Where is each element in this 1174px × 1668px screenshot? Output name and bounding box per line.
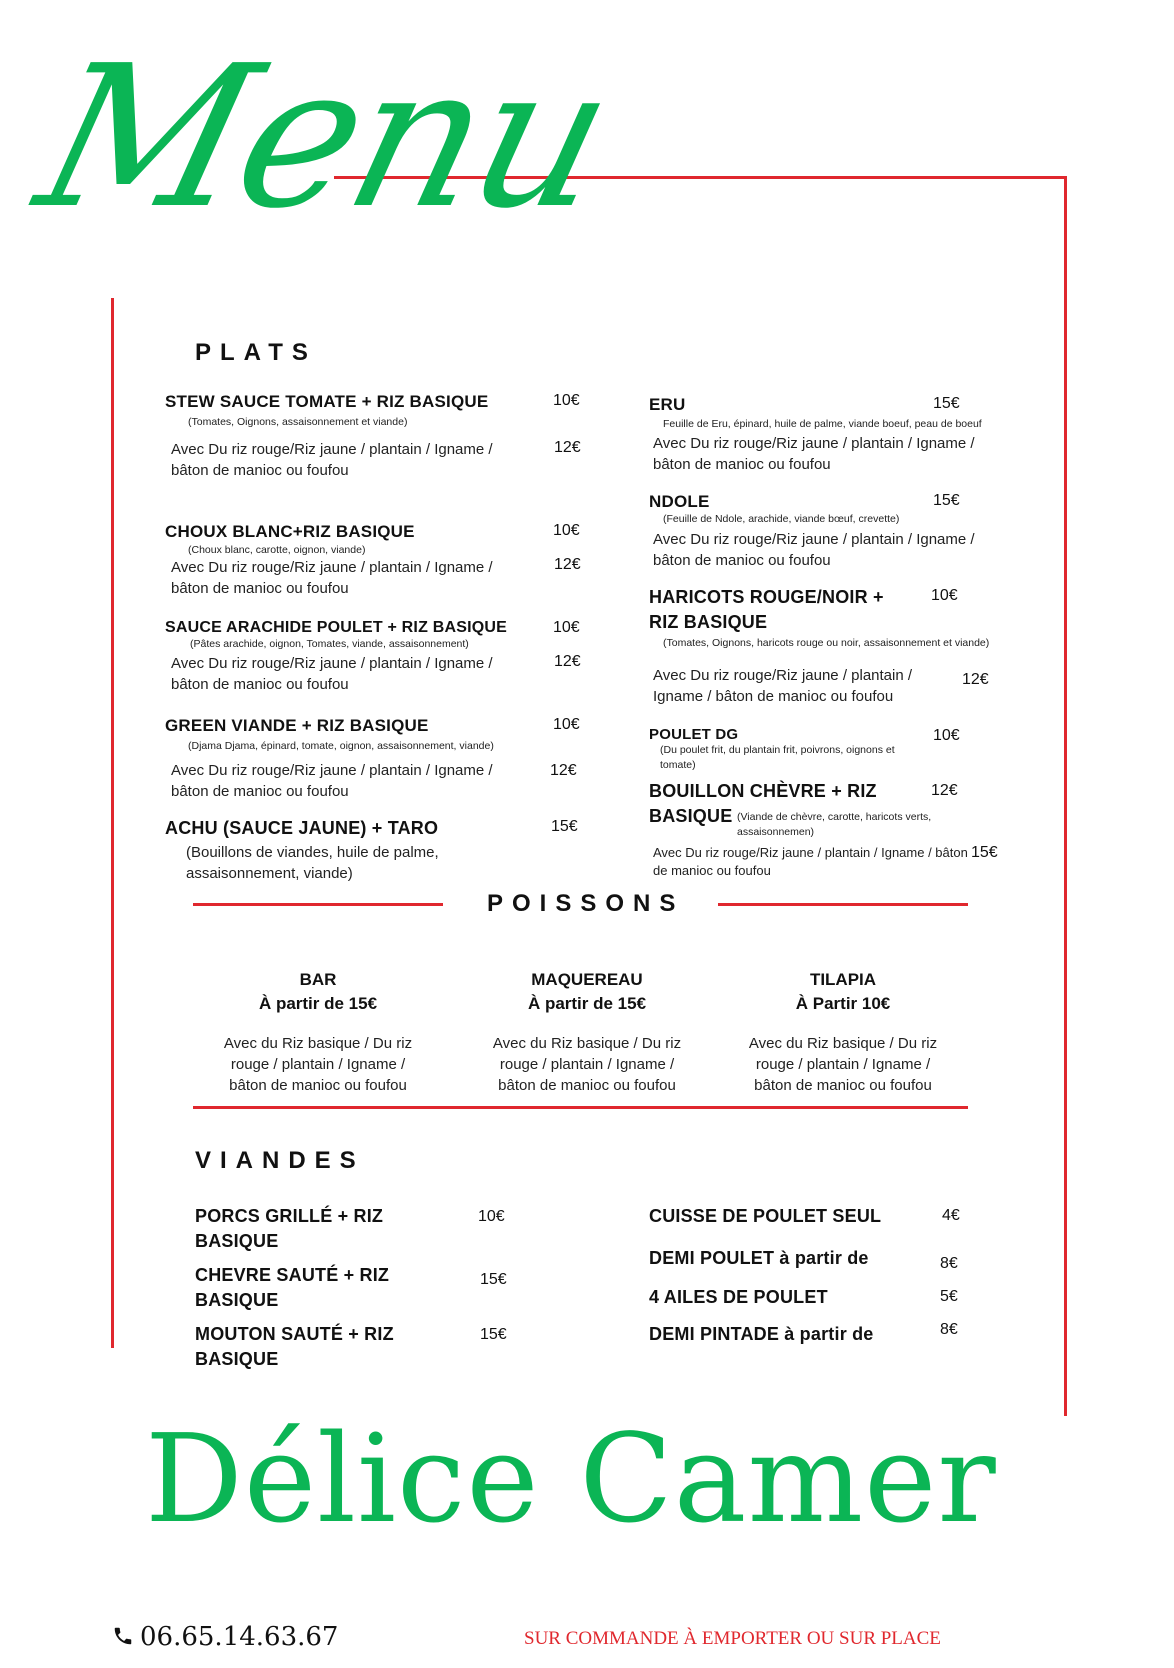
- viande-left-1-price: 10€: [478, 1208, 505, 1225]
- side-option: Avec Du riz rouge/Riz jaune / plantain / Igname / bâton de manioc ou foufou: [171, 762, 493, 800]
- side-option: Avec Du riz rouge/Riz jaune / plantain / Igname / bâton de manioc ou foufou: [653, 845, 968, 878]
- viande-left-1: PORCS GRILLÉ + RIZ BASIQUE: [195, 1206, 384, 1251]
- brand-name: Délice Camer: [145, 1408, 997, 1550]
- viande-left-2-price: 15€: [480, 1271, 507, 1288]
- phone-contact[interactable]: [112, 1622, 338, 1655]
- viande-right-3: 4 AILES DE POULET: [649, 1287, 828, 1307]
- phone-number: 06.65.14.63.67: [140, 1622, 339, 1652]
- section-viandes: VIANDES: [195, 1147, 365, 1174]
- viande-right-4: DEMI PINTADE à partir de: [649, 1324, 874, 1344]
- side-option: Avec Du riz rouge/Riz jaune / plantain / Igname / bâton de manioc ou foufou: [171, 655, 493, 693]
- section-plats: PLATS: [195, 339, 317, 366]
- poissons-rule-right: [718, 903, 968, 906]
- viande-right-2-price: 8€: [940, 1255, 958, 1272]
- frame-right-line: [1064, 176, 1067, 1416]
- viande-right-4-price: 8€: [940, 1321, 958, 1338]
- side-option: Avec Du riz rouge/Riz jaune / plantain / Igname / bâton de manioc ou foufou: [653, 531, 975, 569]
- fish-bar: BAR À partir de 15€ Avec du Riz basique / Du riz rouge / plantain / Igname / bâton de manioc ou foufou: [223, 970, 413, 1094]
- viande-right-1-price: 4€: [942, 1207, 960, 1224]
- menu-title: Menu: [19, 24, 630, 252]
- viande-right-2: DEMI POULET à partir de: [649, 1248, 869, 1268]
- fish-maquereau: MAQUEREAU À partir de 15€ Avec du Riz basique / Du riz rouge / plantain / Igname / bâton de manioc ou foufou: [492, 970, 682, 1094]
- viande-left-3: MOUTON SAUTÉ + RIZ BASIQUE: [195, 1324, 394, 1369]
- viande-left-2: CHEVRE SAUTÉ + RIZ BASIQUE: [195, 1265, 390, 1310]
- side-option: Avec Du riz rouge/Riz jaune / plantain / Igname / bâton de manioc ou foufou: [171, 441, 493, 479]
- phone-icon: [112, 1624, 134, 1655]
- poissons-rule-bottom: [193, 1106, 968, 1109]
- fish-tilapia: TILAPIA À Partir 10€ Avec du Riz basique / Du riz rouge / plantain / Igname / bâton de manioc ou foufou: [748, 970, 938, 1094]
- section-poissons: POISSONS: [487, 890, 685, 917]
- side-option: Avec Du riz rouge/Riz jaune / plantain / Igname / bâton de manioc ou foufou: [171, 559, 493, 597]
- viande-left-3-price: 15€: [480, 1326, 507, 1343]
- side-option: Avec Du riz rouge/Riz jaune / plantain / Igname / bâton de manioc ou foufou: [653, 435, 975, 473]
- poissons-rule-left: [193, 903, 443, 906]
- frame-left-line: [111, 298, 114, 1348]
- order-note: SUR COMMANDE À EMPORTER OU SUR PLACE: [524, 1628, 941, 1649]
- viande-right-3-price: 5€: [940, 1288, 958, 1305]
- viande-right-1: CUISSE DE POULET SEUL: [649, 1206, 882, 1226]
- side-option: Avec Du riz rouge/Riz jaune / plantain / Igname / bâton de manioc ou foufou: [653, 667, 913, 705]
